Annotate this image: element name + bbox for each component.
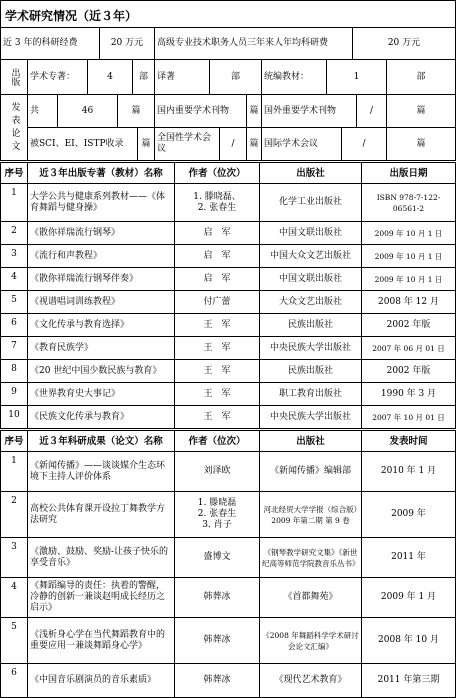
table2-cell-author: 1. 滕晓磊 2. 张春生 3. 肖子 [175,492,260,538]
table1-header-index: 序号 [0,162,28,184]
table1-cell-index: 8 [0,360,28,383]
table1-cell-publisher: 民族出版社 [260,314,362,337]
table1-cell-publisher: 职工教育出版社 [260,383,362,406]
table1-cell-author: 王 军 [175,337,260,360]
table2-cell-index: 2 [0,492,28,538]
intl-conf-unit: 篇 [387,128,456,161]
intl-conf-label: 国际学术会议 [262,128,342,161]
table1-cell-date: 1990 年 3 月 [362,383,456,406]
table1-cell-date: 2007 年 06 月 01 日 [362,337,456,360]
section-title: 学术研究情况（近３年） [0,0,456,28]
table1-cell-index: 4 [0,268,28,291]
table2-cell-index: 3 [0,538,28,578]
table1-cell-date: 2009 年 10 月 1 日 [362,245,456,268]
table2-cell-author: 韩葬冰 [175,618,260,664]
table1-cell-publisher: 民族出版社 [260,360,362,383]
table1-cell-name: 《文化传承与教育选择》 [28,314,175,337]
table1-header-name: 近３年出版专著（教材）名称 [28,162,175,184]
table2-cell-index: 1 [0,452,28,492]
national-conf-unit: 篇 [247,128,262,161]
table1-cell-date: 2002 年版 [362,360,456,383]
funding-label: 近 3 年的科研经费 [0,27,100,60]
table1-cell-author: 王 军 [175,314,260,337]
table2-cell-name: 高校公共体育课开设拉丁舞教学方法研究 [28,492,175,538]
table1-cell-publisher: 中国文联出版社 [260,222,362,245]
table2-cell-publisher: 河北经贸大学学报（综合版）2009 年第二期 第 9 卷 [260,492,362,538]
table2-cell-date: 2011 年 [362,538,456,578]
table1-header-publisher: 出版社 [260,162,362,184]
avg-funding-label: 高级专业技术职务人员三年来人年均科研费 [155,27,353,60]
table2-cell-index: 6 [0,664,28,698]
domestic-journal-unit: 篇 [247,95,262,128]
avg-funding-value: 20 万元 [353,27,456,60]
table1-cell-date: 2009 年 10 月 1 日 [362,222,456,245]
table1-cell-name: 《20 世纪中国少数民族与教育》 [28,360,175,383]
table1-cell-index: 7 [0,337,28,360]
table1-cell-author: 启 军 [175,245,260,268]
table1-cell-author: 王 军 [175,406,260,429]
table2-cell-publisher: 《现代艺术教育》 [260,664,362,698]
table2-header-date: 发表时间 [362,430,456,452]
monograph-unit: 部 [133,60,155,95]
table1-cell-publisher: 中央民族大学出版社 [260,406,362,429]
foreign-journal-unit: 篇 [387,95,456,128]
monograph-label: 学术专著： [28,60,88,95]
sci-label: 被SCI、EI、ISTP收录 [28,128,138,161]
table1-cell-index: 5 [0,291,28,314]
table2-cell-author: 韩葬冰 [175,578,260,618]
table2-cell-date: 2009 年 1 月 [362,578,456,618]
table1-cell-publisher: 化学工业出版社 [260,184,362,222]
table2-cell-publisher: 《2008 年舞蹈科学学术研讨会论文汇编》 [260,618,362,664]
table1-cell-index: 2 [0,222,28,245]
table1-cell-index: 9 [0,383,28,406]
table2-cell-name: 《浅析身心学在当代舞蹈教育中的重要应用一兼谈舞蹈身心学》 [28,618,175,664]
publish-label: 出版 [0,60,28,95]
table1-cell-name: 《世界教育史大事记》 [28,383,175,406]
table1-cell-name: 《民族文化传承与教育》 [28,406,175,429]
table1-cell-author: 启 军 [175,268,260,291]
table1-cell-index: 6 [0,314,28,337]
foreign-journal-label: 国外重要学术刊物 [262,95,357,128]
total-unit: 篇 [118,95,155,128]
sci-unit: 篇 [138,128,155,161]
table1-header-author: 作者（位次） [175,162,260,184]
table1-cell-index: 1 [0,184,28,222]
table1-cell-publisher: 中央民族大学出版社 [260,337,362,360]
table1-cell-date: 2008 年 12 月 [362,291,456,314]
table2-cell-date: 2009 年 [362,492,456,538]
table1-cell-publisher: 中国大众文艺出版社 [260,245,362,268]
table2-cell-date: 2011 年第三期 [362,664,456,698]
funding-value: 20 万元 [100,27,155,60]
textbook-count: 1 [327,60,387,95]
table2-cell-author: 韩葬冰 [175,664,260,698]
intl-conf-value: / [342,128,387,161]
table2-cell-author: 刘泽欧 [175,452,260,492]
table1-cell-publisher: 中国文联出版社 [260,268,362,291]
table1-header-date: 出版日期 [362,162,456,184]
table1-cell-name: 《教育民族学》 [28,337,175,360]
national-conf-label: 全国性学术会议 [155,128,220,161]
monograph-count: 4 [88,60,133,95]
textbook-unit: 部 [387,60,456,95]
translation-label: 译著 [155,60,210,95]
table1-cell-name: 《流行和声教程》 [28,245,175,268]
total-label: 共 [28,95,58,128]
table1-cell-publisher: 大众文艺出版社 [260,291,362,314]
table2-header-index: 序号 [0,430,28,452]
table2-cell-name: 《激励、鼓励、奖励-让孩子快乐的享受音乐》 [28,538,175,578]
paper-label: 发表论文 [0,95,28,161]
table2-cell-index: 4 [0,578,28,618]
table1-cell-name: 《视谱唱词训练教程》 [28,291,175,314]
table1-cell-author: 王 军 [175,360,260,383]
table1-cell-date: 2007 年 10 月 01 日 [362,406,456,429]
table2-cell-date: 2010 年 1 月 [362,452,456,492]
table1-cell-index: 3 [0,245,28,268]
table2-header-publisher: 出版社 [260,430,362,452]
table1-cell-author: 付广蕾 [175,291,260,314]
table2-cell-index: 5 [0,618,28,664]
domestic-journal-label: 国内重要学术刊物 [155,95,247,128]
table2-cell-name: 《新闻传播》——谈谈媒介生态环境下主持人评价体系 [28,452,175,492]
table2-cell-name: 《中国音乐剧演员的音乐素质》 [28,664,175,698]
table1-cell-author: 1. 滕晓磊、 2. 张春生 [175,184,260,222]
table2-header-author: 作者（位次） [175,430,260,452]
table1-cell-name: 《散你祥瑞流行钢琴》 [28,222,175,245]
foreign-journal-value: / [357,95,387,128]
table2-cell-name: 《舞蹈编导的责任：执着的警醒，冷静的创新一兼谈赵明成长经历之启示》 [28,578,175,618]
table2-cell-publisher: 《新闻传播》编辑部 [260,452,362,492]
translation-unit: 部 [210,60,262,95]
table1-cell-author: 启 军 [175,222,260,245]
total-count: 46 [58,95,118,128]
table1-cell-name: 《散你祥瑞流行钢琴伴奏》 [28,268,175,291]
table1-cell-date: ISBN 978-7-122-06561-2 [362,184,456,222]
table1-cell-date: 2002 年版 [362,314,456,337]
table1-cell-name: 大学公共与健康系列教材——《体育舞蹈与健身操》 [28,184,175,222]
table2-cell-publisher: 《钢琴教学研究文集》《新世纪高等师范学院教音乐丛书》 [260,538,362,578]
table2-cell-publisher: 《首都舞苑》 [260,578,362,618]
textbook-label: 统编教材： [262,60,327,95]
table2-cell-date: 2008 年 10 月 [362,618,456,664]
table2-cell-author: 盛博文 [175,538,260,578]
table1-cell-date: 2009 年 10 月 1 日 [362,268,456,291]
table1-cell-index: 10 [0,406,28,429]
table1-cell-author: 王 军 [175,383,260,406]
table2-header-name: 近３年科研成果（论文）名称 [28,430,175,452]
national-conf-value: / [220,128,247,161]
